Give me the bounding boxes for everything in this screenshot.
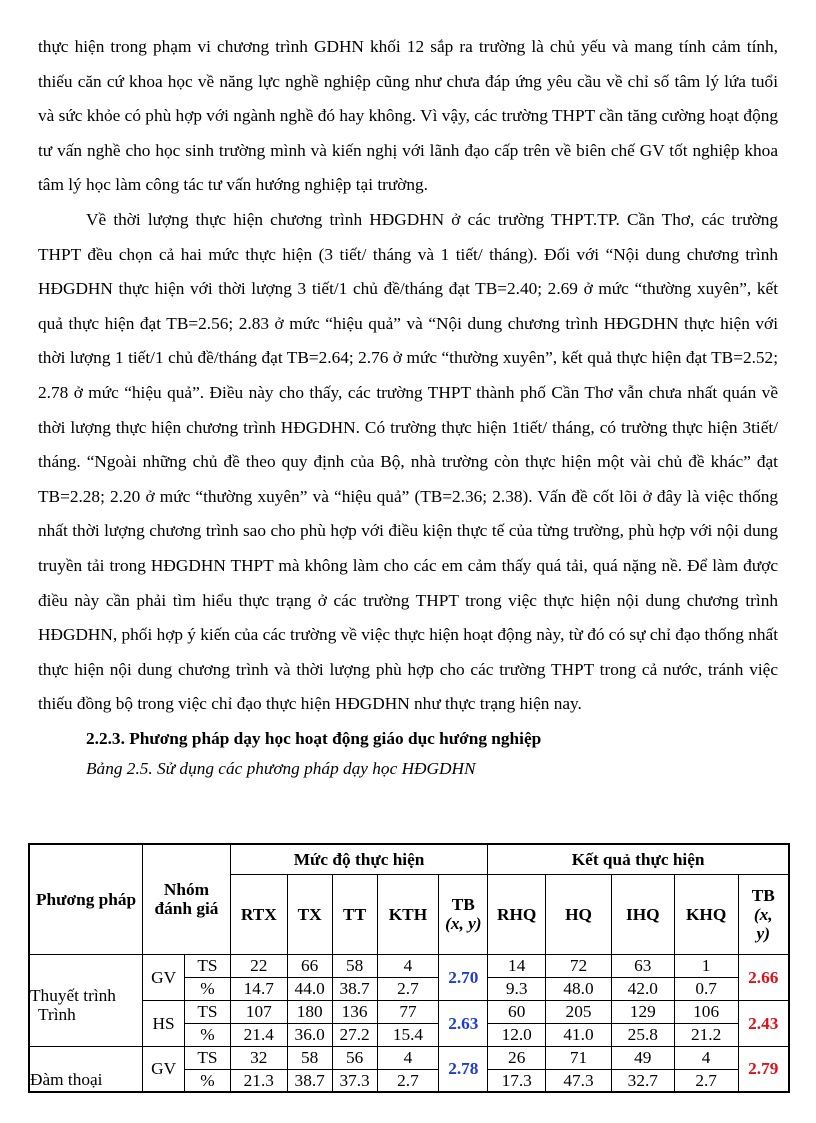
level-cell: 37.3 [332, 1069, 377, 1092]
tb-result-value: 2.43 [738, 1000, 789, 1046]
method-name [29, 954, 143, 1046]
level-cell: 77 [377, 1000, 439, 1023]
document-page [38, 30, 778, 784]
tb-level-value: 2.70 [439, 954, 488, 1000]
header-tb-level-label: TB [451, 895, 475, 914]
group-label: HS [143, 1000, 185, 1046]
row-type: TS [185, 954, 231, 977]
method-name [29, 1046, 143, 1092]
result-cell: 17.3 [488, 1069, 546, 1092]
row-type: % [185, 977, 231, 1000]
header-result-group: Kết quả thực hiện [488, 844, 789, 874]
level-cell: 14.7 [230, 977, 287, 1000]
level-cell: 4 [377, 1046, 439, 1069]
level-cell: 22 [230, 954, 287, 977]
level-cell: 15.4 [377, 1023, 439, 1046]
table-body [29, 954, 789, 1092]
header-khq: KHQ [674, 874, 738, 954]
header-group: Nhóm đánh giá [143, 844, 231, 954]
header-tx: TX [287, 874, 332, 954]
result-cell: 42.0 [611, 977, 674, 1000]
header-tb-result-sub2: y) [756, 923, 770, 943]
paragraph-1: thực hiện trong phạm vi chương trình GDHN khối 12 sắp ra trường là chủ yếu và mang tính cảm tính, thiếu căn cứ khoa học về năng lực nghề nghiệp cũng như chưa đáp ứng yêu cầu về chỉ số tâm lý lứa tuổi và sức khỏe có phù hợp với ngành nghề đó hay không. Vì vậy, các trường THPT cần tăng cường hoạt động tư vấn nghề cho học sinh trường mình và kiến nghị với lãnh đạo cấp trên về biên chế GV tốt nghiệp khoa tâm lý học làm công tác tư vấn hướng nghiệp tại trường. [38, 37, 778, 195]
header-tb-level [439, 874, 488, 954]
header-ihq: IHQ [611, 874, 674, 954]
result-cell: 26 [488, 1046, 546, 1069]
level-cell: 58 [332, 954, 377, 977]
level-cell: 38.7 [287, 1069, 332, 1092]
table-caption: Bảng 2.5. Sử dụng các phương pháp dạy học HĐGDHN [86, 758, 476, 778]
group-label: GV [143, 1046, 185, 1092]
table-row [29, 954, 789, 977]
header-level-group: Mức độ thực hiện [230, 844, 487, 874]
level-cell: 66 [287, 954, 332, 977]
header-kth: KTH [377, 874, 439, 954]
level-cell: 2.7 [377, 977, 439, 1000]
methods-table [28, 843, 790, 1093]
section-heading: 2.2.3. Phương pháp dạy học hoạt động giáo dục hướng nghiệp [86, 728, 542, 748]
result-cell: 25.8 [611, 1023, 674, 1046]
result-cell: 48.0 [546, 977, 612, 1000]
header-tb-result [738, 874, 789, 954]
tb-level-value: 2.63 [439, 1000, 488, 1046]
result-cell: 14 [488, 954, 546, 977]
header-rtx: RTX [230, 874, 287, 954]
result-cell: 72 [546, 954, 612, 977]
header-hq: HQ [546, 874, 612, 954]
row-type: % [185, 1023, 231, 1046]
result-cell: 1 [674, 954, 738, 977]
result-cell: 41.0 [546, 1023, 612, 1046]
level-cell: 36.0 [287, 1023, 332, 1046]
result-cell: 47.3 [546, 1069, 612, 1092]
level-cell: 2.7 [377, 1069, 439, 1092]
result-cell: 12.0 [488, 1023, 546, 1046]
result-cell: 2.7 [674, 1069, 738, 1092]
result-cell: 4 [674, 1046, 738, 1069]
level-cell: 38.7 [332, 977, 377, 1000]
header-tb-level-sub: (x, y) [445, 914, 482, 933]
result-cell: 0.7 [674, 977, 738, 1000]
level-cell: 107 [230, 1000, 287, 1023]
paragraph-2: Về thời lượng thực hiện chương trình HĐGDHN ở các trường THPT.TP. Cần Thơ, các trường THPT đều chọn cả hai mức thực hiện (3 tiết/ tháng và 1 tiết/ tháng). Đối với “Nội dung chương trình HĐGDHN thực hiện với thời lượng 3 tiết/1 chủ đề/tháng đạt TB=2.40; 2.69 ở mức “thường xuyên”, kết quả thực hiện đạt TB=2.56; 2.83 ở mức “hiệu quả” và “Nội dung chương trình HĐGDHN thực hiện với thời lượng 1 tiết/1 chủ đề/tháng đạt TB=2.64; 2.76 ở mức “thường xuyên”, kết quả thực hiện đạt TB=2.52; 2.78 ở mức “hiệu quả”. Điều này cho thấy, các trường THPT thành phố Cần Thơ vẫn chưa nhất quán về thời lượng thực hiện chương trình HĐGDHN. Có trường thực hiện 1tiết/ tháng, có trường thực hiện 3tiết/ tháng. “Ngoài những chủ đề theo quy định của Bộ, nhà trường còn thực hiện một vài chủ đề khác” đạt TB=2.28; 2.20 ở mức “thường xuyên” và “hiệu quả” (TB=2.36; 2.38). Vấn đề cốt lõi ở đây là việc thống nhất thời lượng chương trình sao cho phù hợp với điều kiện thực tế của từng trường, phù hợp với nội dung truyền tải trong HĐGDHN THPT mà không làm cho các em cảm thấy quá tải, quá nặng nề. Để làm được điều này cần phải tìm hiểu thực trạng ở các trường THPT trong việc thực hiện nội dung chương trình HĐGDHN, phối hợp ý kiến của các trường về việc thực hiện hoạt động này, từ đó có sự chỉ đạo thống nhất thực hiện nội dung chương trình và thời lượng phù hợp cho các trường THPT trong cả nước, tránh việc thiếu đồng bộ trong việc chỉ đạo thực hiện HĐGDHN như thực trạng hiện nay. [38, 209, 778, 714]
level-cell: 44.0 [287, 977, 332, 1000]
method-name-line1: Thuyết trình [30, 985, 116, 1005]
tb-level-value: 2.78 [439, 1046, 488, 1092]
level-cell: 180 [287, 1000, 332, 1023]
result-cell: 21.2 [674, 1023, 738, 1046]
result-cell: 9.3 [488, 977, 546, 1000]
level-cell: 21.4 [230, 1023, 287, 1046]
level-cell: 21.3 [230, 1069, 287, 1092]
level-cell: 56 [332, 1046, 377, 1069]
result-cell: 205 [546, 1000, 612, 1023]
result-cell: 129 [611, 1000, 674, 1023]
result-cell: 60 [488, 1000, 546, 1023]
row-type: % [185, 1069, 231, 1092]
method-name-line2: Trình [38, 1004, 76, 1024]
level-cell: 27.2 [332, 1023, 377, 1046]
table-row [29, 1000, 789, 1023]
result-cell: 49 [611, 1046, 674, 1069]
table-row [29, 1046, 789, 1069]
result-cell: 63 [611, 954, 674, 977]
header-tb-result-sub1: (x, [753, 904, 773, 924]
header-method: Phương pháp [29, 844, 143, 954]
row-type: TS [185, 1046, 231, 1069]
tb-result-value: 2.66 [738, 954, 789, 1000]
level-cell: 4 [377, 954, 439, 977]
header-rhq: RHQ [488, 874, 546, 954]
level-cell: 32 [230, 1046, 287, 1069]
row-type: TS [185, 1000, 231, 1023]
header-tb-result-label: TB [751, 885, 775, 905]
level-cell: 58 [287, 1046, 332, 1069]
result-cell: 32.7 [611, 1069, 674, 1092]
tb-result-value: 2.79 [738, 1046, 789, 1092]
header-tt: TT [332, 874, 377, 954]
method-name-line1: Đàm thoại [30, 1070, 103, 1089]
level-cell: 136 [332, 1000, 377, 1023]
result-cell: 106 [674, 1000, 738, 1023]
result-cell: 71 [546, 1046, 612, 1069]
group-label: GV [143, 954, 185, 1000]
